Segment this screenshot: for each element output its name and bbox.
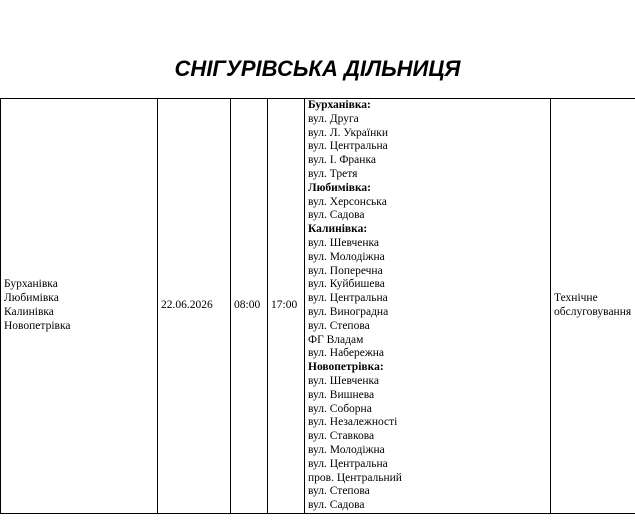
street-item: вул. Садова xyxy=(308,209,365,222)
street-item: вул. Шевченка xyxy=(308,236,380,249)
street-item: вул. Херсонська xyxy=(308,195,387,208)
street-item: вул. Незалежності xyxy=(308,416,398,429)
street-item: вул. Виноградна xyxy=(308,305,389,318)
street-item: вул. Куйбишева xyxy=(308,278,385,291)
streets-cell xyxy=(305,99,551,514)
street-item: вул. Соборна xyxy=(308,402,372,415)
village-name: Калинівка xyxy=(4,305,54,318)
street-item: вул. І. Франка xyxy=(308,154,376,167)
village-heading: Калинівка: xyxy=(308,223,368,236)
village-heading: Любимівка: xyxy=(308,181,372,194)
village-name: Бурханівка xyxy=(4,278,58,291)
street-item: вул. Центральна xyxy=(308,457,388,470)
reason-line: обслуговування xyxy=(554,305,632,318)
street-item: вул. Центральна xyxy=(308,292,388,305)
street-item: вул. Шевченка xyxy=(308,374,380,387)
street-item: вул. Молодіжна xyxy=(308,443,385,456)
street-item: пров. Центральний xyxy=(308,471,402,484)
villages-cell xyxy=(1,99,158,514)
street-item: вул. Л. Українки xyxy=(308,126,388,139)
street-item: вул. Центральна xyxy=(308,140,388,153)
street-item: вул. Поперечна xyxy=(308,264,383,277)
street-item: вул. Садова xyxy=(308,499,365,512)
street-item: вул. Степова xyxy=(308,319,370,332)
street-item: вул. Третя xyxy=(308,167,358,180)
street-item: ФГ Владам xyxy=(308,333,364,346)
outage-schedule-table xyxy=(0,98,635,514)
street-item: вул. Вишнева xyxy=(308,388,375,401)
village-heading: Новопетрівка: xyxy=(308,361,384,374)
reason-line: Технічне xyxy=(554,292,598,305)
village-name: Новопетрівка xyxy=(4,319,71,332)
reason-cell xyxy=(551,99,635,514)
table-row xyxy=(1,99,635,514)
village-heading: Бурханівка: xyxy=(308,99,371,111)
street-item: вул. Степова xyxy=(308,485,370,498)
page-title: СНІГУРІВСЬКА ДІЛЬНИЦЯ xyxy=(174,56,461,81)
street-item: вул. Набережна xyxy=(308,347,385,360)
date-cell: 22.06.2026 xyxy=(158,99,231,514)
street-item: вул. Ставкова xyxy=(308,430,375,443)
village-name: Любимівка xyxy=(4,292,59,305)
start-time-cell: 08:00 xyxy=(231,99,268,514)
end-time-cell: 17:00 xyxy=(268,99,305,514)
street-item: вул. Молодіжна xyxy=(308,250,385,263)
street-item: вул. Друга xyxy=(308,112,359,125)
